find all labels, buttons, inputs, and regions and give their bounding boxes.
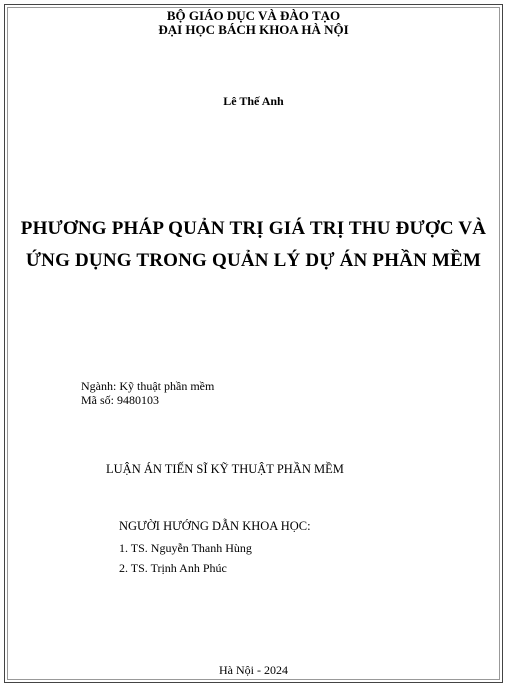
advisor-item: 1. TS. Nguyễn Thanh Hùng: [119, 541, 252, 555]
author-name: Lê Thế Anh: [223, 94, 284, 108]
advisors-heading: NGƯỜI HƯỚNG DẪN KHOA HỌC:: [119, 519, 311, 533]
place-and-year: Hà Nội - 2024: [219, 663, 288, 677]
major-code: Mã số: 9480103: [81, 393, 159, 407]
ministry-name: BỘ GIÁO DỤC VÀ ĐÀO TẠO: [166, 8, 341, 23]
thesis-title-line-1: PHƯƠNG PHÁP QUẢN TRỊ GIÁ TRỊ THU ĐƯỢC VÀ: [20, 218, 487, 239]
thesis-title-line-2: ỨNG DỤNG TRONG QUẢN LÝ DỰ ÁN PHẦN MỀM: [25, 250, 482, 271]
advisor-item: 2. TS. Trịnh Anh Phúc: [119, 561, 227, 575]
major-label: Ngành: Kỹ thuật phần mềm: [81, 379, 215, 393]
degree-type: LUẬN ÁN TIẾN SĨ KỸ THUẬT PHẦN MỀM: [106, 462, 344, 476]
university-name: ĐẠI HỌC BÁCH KHOA HÀ NỘI: [158, 22, 349, 37]
